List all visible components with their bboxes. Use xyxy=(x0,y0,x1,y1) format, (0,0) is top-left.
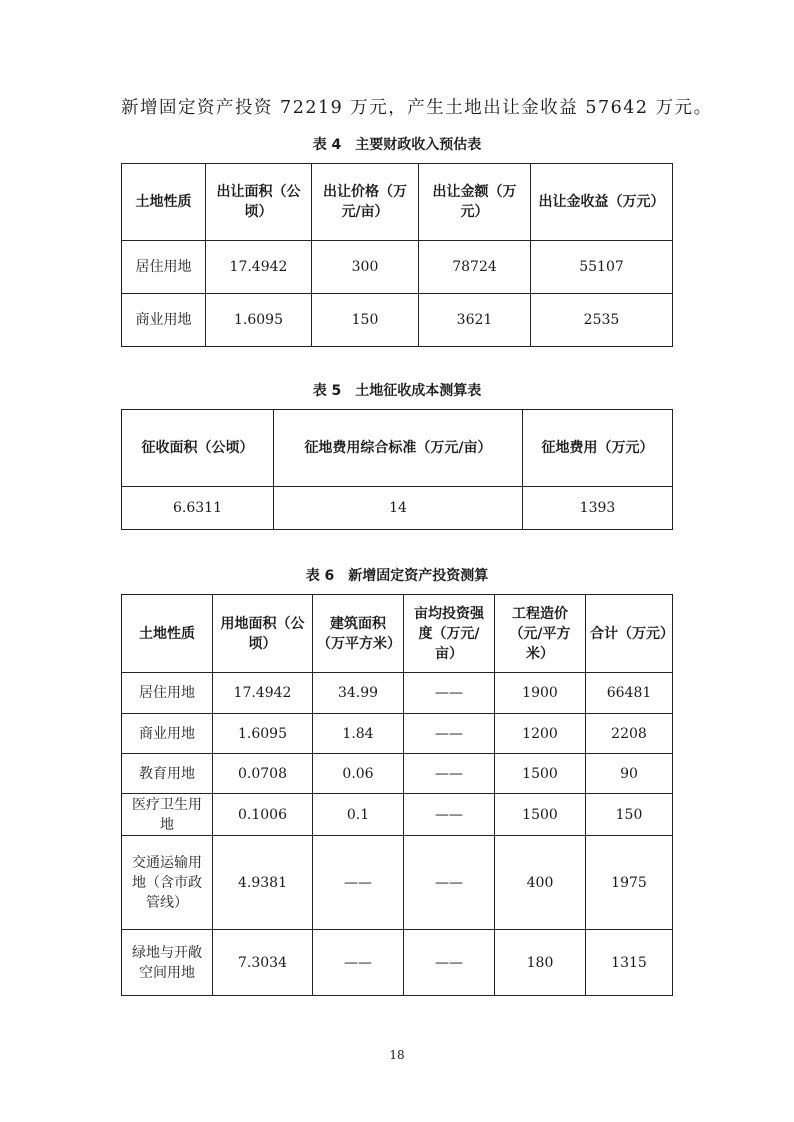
table-cell: 14 xyxy=(274,487,523,530)
table-row xyxy=(122,714,673,754)
table-cell: —— xyxy=(313,930,404,996)
table-cell: 1315 xyxy=(586,930,673,996)
table4-caption: 表 4 主要财政收入预估表 xyxy=(312,137,482,153)
table-cell: —— xyxy=(404,714,495,754)
table-cell: 医疗卫生用地 xyxy=(122,794,213,836)
table-cell: 教育用地 xyxy=(122,754,213,794)
table-cell: 绿地与开敞空间用地 xyxy=(122,930,213,996)
table-row xyxy=(122,794,673,836)
table-cell: 0.0708 xyxy=(213,754,313,794)
table-cell: 300 xyxy=(312,241,419,294)
table-cell: —— xyxy=(404,836,495,930)
table-cell: 17.4942 xyxy=(206,241,312,294)
table-row xyxy=(122,241,673,294)
table-header-cell: 土地性质 xyxy=(122,164,206,241)
table-cell: 2208 xyxy=(586,714,673,754)
table-header-cell: 出让面积（公顷） xyxy=(206,164,312,241)
table-header-cell: 建筑面积（万平方米） xyxy=(313,595,404,673)
table-cell: —— xyxy=(404,794,495,836)
table-row xyxy=(122,673,673,714)
table-cell: 3621 xyxy=(419,294,531,347)
table-cell: 1.6095 xyxy=(213,714,313,754)
table-cell: 居住用地 xyxy=(122,241,206,294)
table5-land-acquisition-cost xyxy=(121,409,673,530)
table-cell: 17.4942 xyxy=(213,673,313,714)
table-cell: —— xyxy=(313,836,404,930)
table-header-cell: 出让金收益（万元） xyxy=(531,164,673,241)
table-cell: —— xyxy=(404,754,495,794)
table-cell: 1500 xyxy=(495,794,586,836)
table-cell: 66481 xyxy=(586,673,673,714)
table-cell: 0.1 xyxy=(313,794,404,836)
table-header-cell: 征地费用综合标准（万元/亩） xyxy=(274,410,523,487)
table-cell: 1393 xyxy=(523,487,673,530)
body-paragraph: 新增固定资产投资 72219 万元，产生土地出让金收益 57642 万元。 xyxy=(121,98,713,118)
table-header-cell: 出让金额（万元） xyxy=(419,164,531,241)
table-row xyxy=(122,754,673,794)
table-cell: 1500 xyxy=(495,754,586,794)
table-row xyxy=(122,930,673,996)
table-cell: 2535 xyxy=(531,294,673,347)
table6-new-fixed-asset-investment xyxy=(121,594,673,996)
table-cell: 150 xyxy=(586,794,673,836)
table-row xyxy=(122,836,673,930)
page-number: 18 xyxy=(389,1048,405,1062)
table-cell: 1.84 xyxy=(313,714,404,754)
table-cell: 6.6311 xyxy=(122,487,274,530)
table-row xyxy=(122,487,673,530)
table-header-cell: 亩均投资强度（万元/亩） xyxy=(404,595,495,673)
table-cell: —— xyxy=(404,930,495,996)
table-cell: 7.3034 xyxy=(213,930,313,996)
table-cell: 180 xyxy=(495,930,586,996)
table-cell: 90 xyxy=(586,754,673,794)
table-cell: 1975 xyxy=(586,836,673,930)
table-header-cell: 出让价格（万元/亩） xyxy=(312,164,419,241)
table-cell: 居住用地 xyxy=(122,673,213,714)
table-header-cell: 合计（万元） xyxy=(586,595,673,673)
table-cell: 400 xyxy=(495,836,586,930)
table-cell: 4.9381 xyxy=(213,836,313,930)
table-cell: 商业用地 xyxy=(122,294,206,347)
table-cell: 34.99 xyxy=(313,673,404,714)
table-cell: 150 xyxy=(312,294,419,347)
table-cell: 0.1006 xyxy=(213,794,313,836)
table-header-cell: 用地面积（公顷） xyxy=(213,595,313,673)
table6-caption: 表 6 新增固定资产投资测算 xyxy=(305,568,489,584)
table-cell: 1.6095 xyxy=(206,294,312,347)
table-cell: 55107 xyxy=(531,241,673,294)
table-cell: 1900 xyxy=(495,673,586,714)
table-row xyxy=(122,294,673,347)
table-header-cell: 土地性质 xyxy=(122,595,213,673)
table-header-cell: 征收面积（公顷） xyxy=(122,410,274,487)
table-cell: 商业用地 xyxy=(122,714,213,754)
table-header-cell: 征地费用（万元） xyxy=(523,410,673,487)
table-header-cell: 工程造价（元/平方米） xyxy=(495,595,586,673)
table-cell: 交通运输用地（含市政管线） xyxy=(122,836,213,930)
table-cell: —— xyxy=(404,673,495,714)
table-cell: 78724 xyxy=(419,241,531,294)
table4-main-fiscal-revenue xyxy=(121,163,673,347)
table-cell: 0.06 xyxy=(313,754,404,794)
table5-caption: 表 5 土地征收成本测算表 xyxy=(312,383,482,399)
table-cell: 1200 xyxy=(495,714,586,754)
